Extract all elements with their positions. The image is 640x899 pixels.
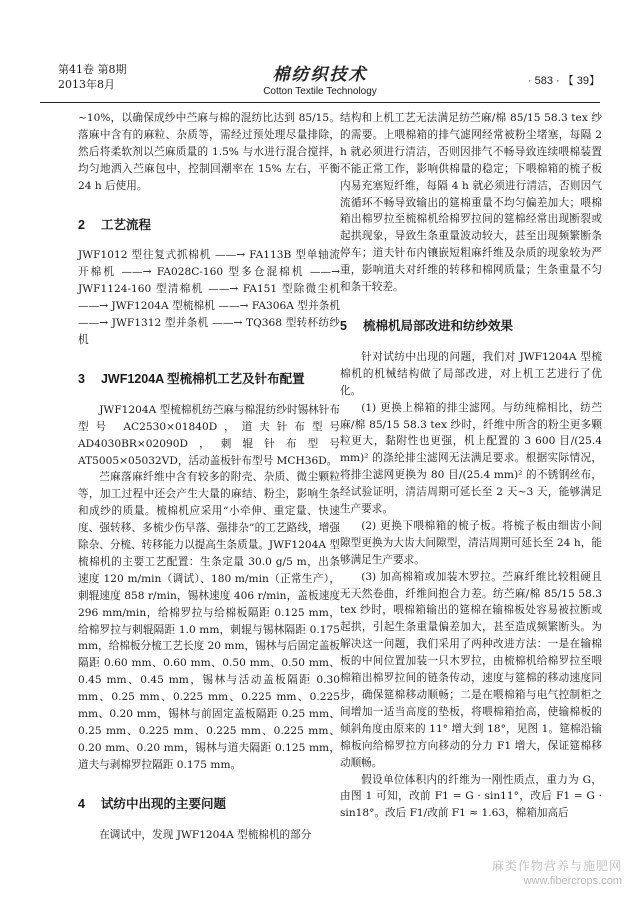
section-2-heading (78, 217, 340, 234)
paragraph: 针对试纺中出现的问题，我们对 JWF1204A 型梳棉机的机械结构做了局部改进，对上机工艺进行了优化。 (340, 350, 602, 397)
paragraph: (3) 加高棉箱或加装木罗拉。苎麻纤维比较粗硬且无天然卷曲，纤维间抱合力差。纺苎麻/棉 85/15 58.3 tex 纱时，喂棉箱输出的筵棉在输棉板处容易被拉断或起拱，引起生条重量偏差加大，甚至造成频繁断头。为解决这一问题，我们采用了两种改进方法：一是在输棉板的中间位置加装一只木罗拉，由梳棉机给棉罗拉至喂棉箱出棉罗拉间的链条传动，速度与筵棉的移动速度同步，确保筵棉移动顺畅；二是在喂棉箱与电气控制柜之间增加一适当高度的垫板，将喂棉箱抬高，使输棉板的倾斜角度由原来的 11° 增大到 18°，见图 1。筵棉沿输棉板向给棉罗拉方向移动的分力 F1 增大，保证筵棉移动顺畅。 (340, 570, 602, 769)
page-header (40, 56, 600, 102)
intro-paragraph: ~10%，以确保成纱中苎麻与棉的混纺比达到 85/15。落麻中含有的麻粒、杂质等，需经过预处理尽量排除，然后将柔软剂以苎麻质量的 1.5% 与水进行混合搅拌，均匀地洒入苎麻包中，控制回潮率在 15% 左右，平衡 24 h 后使用。 (78, 112, 340, 192)
paragraph: (2) 更换下喂棉箱的梳子板。将梳子板由细齿小间隙型更换为大齿大间隙型，清洁周期可延长至 24 h，能够满足生产要求。 (340, 519, 602, 566)
paragraph: JWF1204A 型梳棉机纺苎麻与棉混纺纱时锡林针布型号 AC2530×01840D，道夫针布型号 AD4030BR×02090D，刺辊针布型号 AT5005×05032VD，活动盖板针布型号 MCH36D。 (78, 403, 340, 467)
left-column (78, 110, 340, 844)
paragraph-continuation: 结构和上机工艺无法满足纺苎麻/棉 85/15 58.3 tex 纱的需要。上喂棉箱的排气滤网经常被粉尘堵塞，每隔 2 h 就必须进行清洁，否则因排气不畅导致连续喂棉装置不能正常工作，影响供棉量的稳定；下喂棉箱的梳子板内易充塞短纤维，每隔 4 h 就必须进行清洁，否则因气流循环不畅导致输出的筵棉重量不均匀偏差加大；喂棉箱出棉罗拉至梳棉机给棉罗拉间的筵棉经常出现断裂或起拱现象，导致生条重量波动较大，甚至出现频繁断条停车；道夫针布内镶嵌短粗麻纤维及杂质的现象较为严重，影响道夫对纤维的转移和棉网质量；生条重量不匀和条干较差。 (340, 112, 602, 294)
section-4-heading (78, 796, 340, 813)
paragraph: 苎麻落麻纤维中含有较多的附壳、杂质、微尘颗粒等，加工过程中还会产生大量的麻结、粉尘，影响生条和成纱的质量。梳棉机应采用“小牵伸、重定量、快速度、强转移、多梳少伤早落、强排杂”的工艺路线，增强除杂、分梳、转移能力以提高生条质量。JWF1204A 型梳棉机的主要工艺配置：生条定量 30.0 g/5 m，出条速度 120 m/min（调试）、180 m/min（正常生产），刺辊速度 858 r/min，锡林速度 406 r/min，盖板速度 296 mm/min，给棉罗拉与给棉板隔距 0.125 mm，给棉罗拉与刺辊隔距 1.0 mm，刺辊与锡林隔距 0.175 mm，给棉板分梳工艺长度 20 mm，锡林与后固定盖板隔距 0.60 mm、0.60 mm、0.50 mm、0.50 mm、0.45 mm、0.45 mm，锡林与活动盖板隔距 0.30 mm、0.25 mm、0.225 mm、0.225 mm、0.225 mm、0.20 mm，锡林与前固定盖板隔距 0.25 mm、0.25 mm、0.225 mm、0.225 mm、0.225 mm、0.20 mm、0.20 mm，锡林与道夫隔距 0.125 mm，道夫与剥棉罗拉隔距 0.175 mm。 (78, 471, 340, 771)
watermark-text: 麻类作物营养与施肥网 (491, 859, 622, 873)
watermark-url: www.fibercrops.com (523, 875, 622, 887)
section-title: 梳棉机局部改进和纺纱效果 (362, 318, 513, 333)
section-number: 4 (78, 796, 85, 811)
paragraph: (1) 更换上棉箱的排尘滤网。与纺纯棉相比，纺苎麻/棉 85/15 58.3 tex 纱时，纤维中所含的粉尘更多颗粒更大，黏附性也更强，机上配置的 3 600 目/(25.4 mm)² 的涤纶排尘滤网无法满足要求。根据实际情况，将排尘滤网更换为 80 目/(25.4 mm)² 的不锈钢丝布，经试验证明，清洁周期可延长至 2 天~3 天，能够满足生产要求。 (340, 401, 602, 516)
section-number: 2 (78, 217, 85, 232)
paragraph: 假设单位体积内的纤维为一刚性质点，重力为 G，由图 1 可知，改前 F1 = G · sin11°，改后 F1 = G · sin18°。改后 F1/改前 F1 ≈ 1.63，棉箱加高后 (340, 773, 602, 820)
journal-title-en: Cotton Textile Technology (263, 86, 377, 97)
process-flow: JWF1012 型往复式抓棉机 ——→ FA113B 型单轴流开棉机 ——→ FA028C-160 型多仓混棉机 ——→ JWF1124-160 型清棉机 ——→ FA151 型除微尘机 ——→ JWF1204A 型梳棉机 ——→ FA306A 型并条机 ——→ JWF1312 型并条机 ——→ TQ368 型转杯纺纱机 (78, 249, 340, 346)
section-title: 试纺中出现的主要问题 (100, 796, 226, 811)
section-title: JWF1204A 型梳棉机工艺及针布配置 (100, 371, 305, 386)
section-5-heading (340, 318, 602, 335)
journal-title-cn: 棉纺织技术 (272, 65, 368, 85)
journal-masthead (40, 60, 600, 97)
site-watermark (492, 859, 622, 889)
paragraph: 在调试中，发现 JWF1204A 型梳棉机的部分 (99, 828, 312, 841)
page-number: · 583 · 【 39】 (527, 75, 600, 87)
issue-date: 2013年8月 (58, 78, 115, 91)
header-rule (40, 102, 600, 103)
section-number: 3 (78, 371, 85, 386)
section-number: 5 (340, 318, 347, 333)
right-column (340, 110, 602, 822)
section-3-heading (78, 371, 340, 388)
section-title: 工艺流程 (100, 217, 151, 232)
volume-issue: 第41卷 第8期 (58, 63, 127, 76)
